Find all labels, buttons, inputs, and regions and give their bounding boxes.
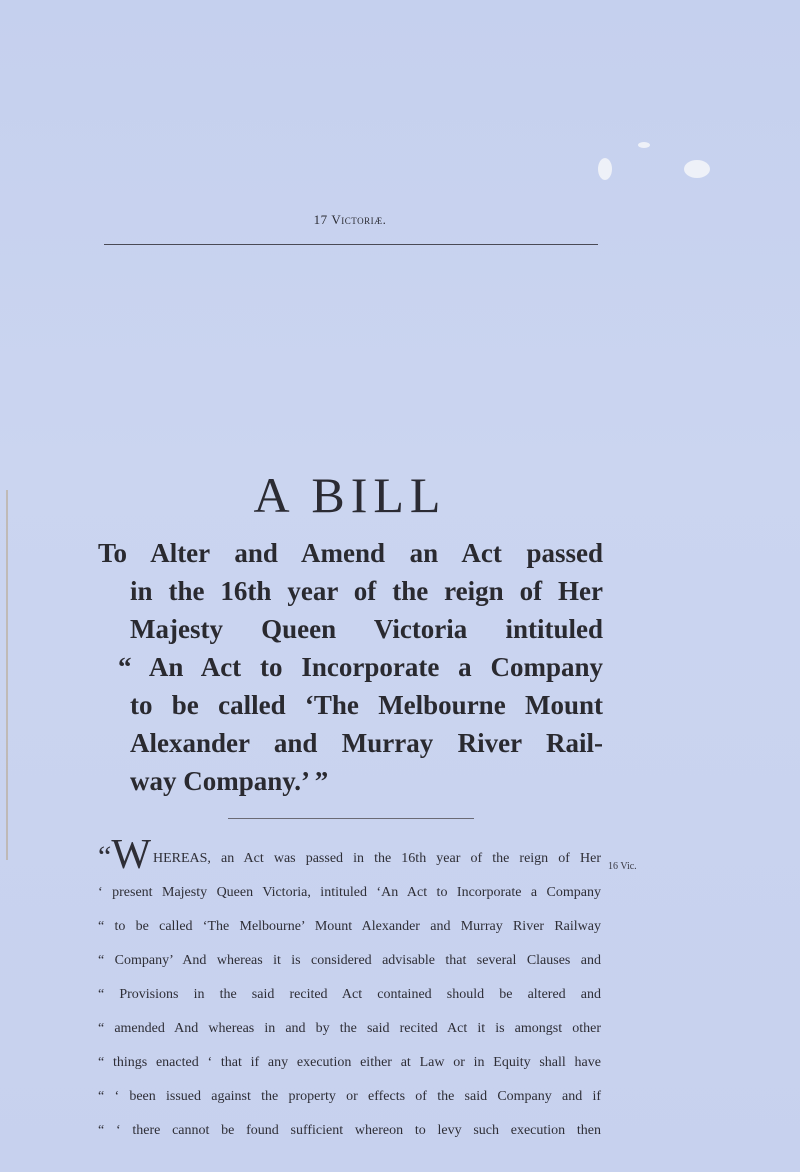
preamble-line: ‘ present Majesty Queen Victoria, intituled ‘An Act to Incorporate a Company	[98, 885, 601, 900]
header-rule	[104, 244, 598, 245]
paper-blemish	[684, 160, 710, 178]
long-title-line: Majesty Queen Victoria intituled	[130, 614, 603, 644]
preamble-line: “ to be called ‘The Melbourne’ Mount Alexander and Murray River Railway	[98, 919, 601, 934]
section-rule	[228, 818, 474, 819]
preamble-line: “ Company’ And whereas it is considered advisable that several Clauses and	[98, 953, 601, 968]
preamble	[98, 832, 601, 1148]
page-header	[100, 212, 600, 228]
bill-long-title	[98, 534, 603, 800]
preamble-line: “ ‘ there cannot be found sufficient whereon to levy such execution then	[98, 1123, 601, 1138]
binding-thread	[6, 490, 8, 860]
drop-cap: W	[111, 832, 151, 878]
preamble-line: “ Provisions in the said recited Act contained should be altered and	[98, 987, 601, 1002]
paper-blemish	[638, 142, 650, 148]
preamble-line: HEREAS, an Act was passed in the 16th year of the reign of Her	[152, 851, 601, 866]
margin-note: 16 Vic.	[608, 861, 637, 872]
session-label: Victoriæ.	[331, 212, 387, 227]
opening-quote: “	[98, 840, 112, 873]
long-title-line: To Alter and Amend an Act passed	[98, 538, 603, 568]
long-title-line: “ An Act to Incorporate a Company	[118, 652, 603, 682]
preamble-line: “ things enacted ‘ that if any execution either at Law or in Equity shall have	[98, 1055, 601, 1070]
long-title-line: in the 16th year of the reign of Her	[130, 576, 603, 606]
preamble-first-line	[98, 832, 601, 878]
bill-title: A BILL	[253, 467, 447, 523]
preamble-line: “ amended And whereas in and by the said recited Act it is amongst other	[98, 1021, 601, 1036]
long-title-line: Alexander and Murray River Rail-	[130, 728, 603, 758]
long-title-line: to be called ‘The Melbourne Mount	[130, 690, 603, 720]
long-title-line: way Company.’ ”	[130, 766, 329, 796]
preamble-line: “ ‘ been issued against the property or effects of the said Company and if	[98, 1089, 601, 1104]
session-number: 17	[313, 212, 328, 227]
paper-blemish	[598, 158, 612, 180]
